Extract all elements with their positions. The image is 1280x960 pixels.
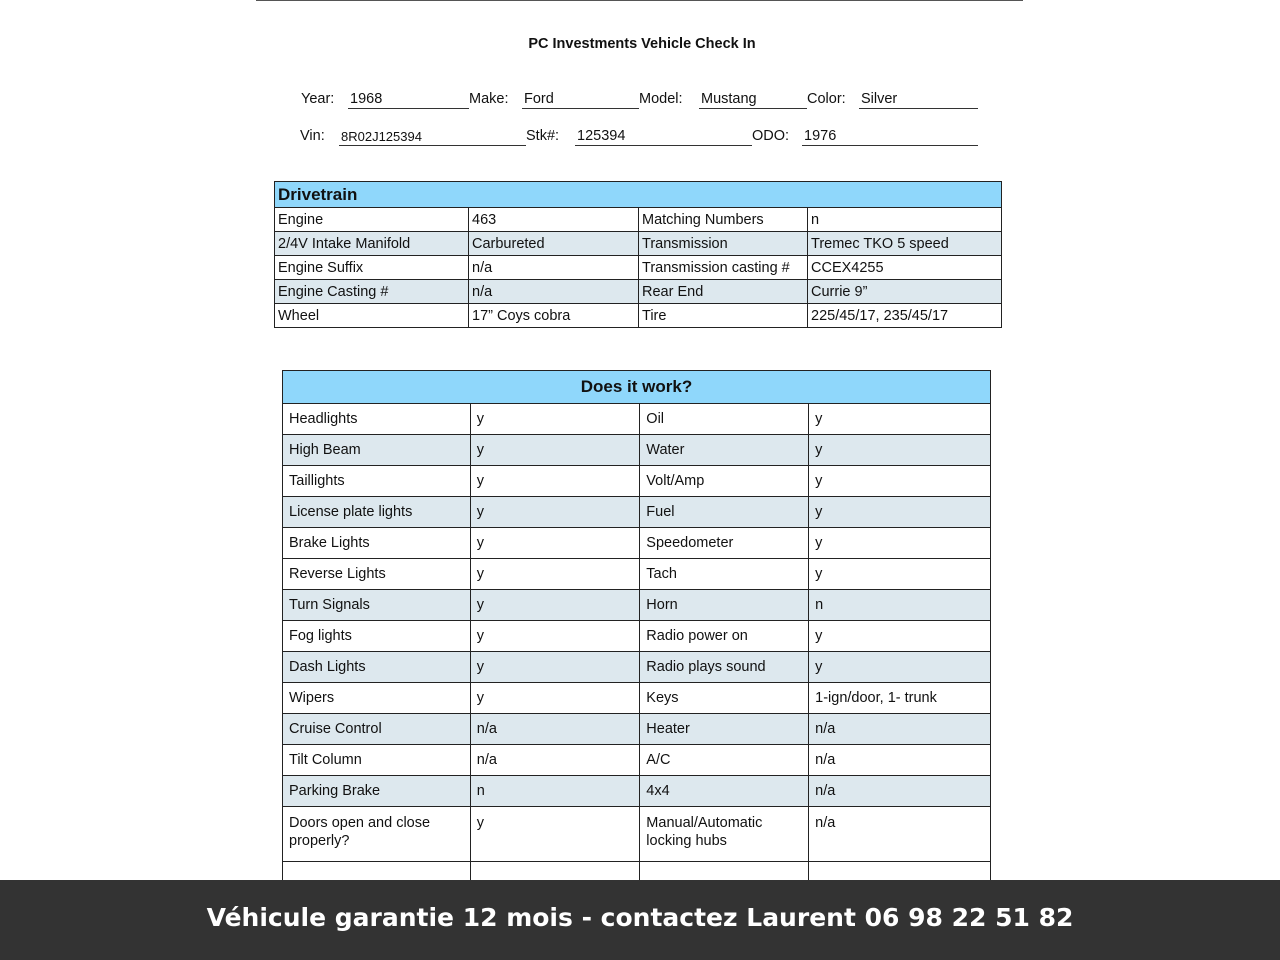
table-cell: n/a <box>809 714 991 745</box>
table-row <box>283 745 991 776</box>
table-cell: Keys <box>640 683 809 714</box>
table-cell: n/a <box>469 256 639 280</box>
color-label: Color: <box>807 91 846 107</box>
table-cell: Wheel <box>275 304 469 328</box>
table-cell: Brake Lights <box>283 528 471 559</box>
table-cell: Rear End <box>639 280 808 304</box>
table-row <box>283 528 991 559</box>
table-row <box>283 714 991 745</box>
table-cell: 1-ign/door, 1- trunk <box>809 683 991 714</box>
table-cell: Transmission casting # <box>639 256 808 280</box>
table-cell: y <box>809 435 991 466</box>
table-cell: Headlights <box>283 404 471 435</box>
table-cell: n/a <box>809 807 991 862</box>
table-row <box>275 280 1002 304</box>
table-cell: Horn <box>640 590 809 621</box>
stk-label: Stk#: <box>526 128 560 144</box>
table-cell: Tilt Column <box>283 745 471 776</box>
table-cell: Transmission <box>639 232 808 256</box>
table-cell: Tire <box>639 304 808 328</box>
table-cell: n/a <box>809 745 991 776</box>
does-it-work-heading: Does it work? <box>283 371 991 404</box>
table-cell: 17” Coys cobra <box>469 304 639 328</box>
table-cell: y <box>809 621 991 652</box>
table-cell: Radio plays sound <box>640 652 809 683</box>
table-cell: y <box>470 466 640 497</box>
table-cell: 463 <box>469 208 639 232</box>
table-row <box>283 807 991 862</box>
table-cell: Reverse Lights <box>283 559 471 590</box>
year-label: Year: <box>301 91 335 107</box>
table-cell: 4x4 <box>640 776 809 807</box>
table-cell: y <box>470 807 640 862</box>
table-cell: Parking Brake <box>283 776 471 807</box>
drivetrain-header-row <box>275 182 1002 208</box>
does-it-work-table <box>282 370 991 893</box>
table-cell: Fuel <box>640 497 809 528</box>
table-cell: y <box>470 652 640 683</box>
table-row <box>275 304 1002 328</box>
warranty-banner: Véhicule garantie 12 mois - contactez Laurent 06 98 22 51 82 <box>0 880 1280 960</box>
table-cell: Doors open and close properly? <box>283 807 471 862</box>
table-cell: Manual/Automatic locking hubs <box>640 807 809 862</box>
table-cell: y <box>470 559 640 590</box>
vin-label: Vin: <box>300 128 325 144</box>
drivetrain-heading: Drivetrain <box>275 182 1002 208</box>
table-cell: n <box>809 590 991 621</box>
table-cell: Currie 9” <box>808 280 1002 304</box>
table-cell: y <box>470 497 640 528</box>
does-it-work-header-row <box>283 371 991 404</box>
table-cell: y <box>809 652 991 683</box>
vin-value: 8R02J125394 <box>339 128 526 146</box>
table-cell: A/C <box>640 745 809 776</box>
document-title: PC Investments Vehicle Check In <box>528 36 756 52</box>
stk-value: 125394 <box>575 128 752 146</box>
table-cell: Carbureted <box>469 232 639 256</box>
table-cell: Radio power on <box>640 621 809 652</box>
table-row <box>283 652 991 683</box>
table-cell: Wipers <box>283 683 471 714</box>
table-row <box>283 497 991 528</box>
odo-value: 1976 <box>802 128 978 146</box>
make-value: Ford <box>522 91 639 109</box>
table-cell: y <box>809 559 991 590</box>
table-row <box>283 559 991 590</box>
table-cell: Dash Lights <box>283 652 471 683</box>
table-cell: n/a <box>470 745 640 776</box>
table-row <box>283 683 991 714</box>
table-row <box>275 208 1002 232</box>
table-cell: 225/45/17, 235/45/17 <box>808 304 1002 328</box>
table-cell: y <box>470 528 640 559</box>
table-row <box>283 590 991 621</box>
table-cell: Water <box>640 435 809 466</box>
top-rule <box>256 0 1023 1</box>
table-row <box>283 435 991 466</box>
table-cell: 2/4V Intake Manifold <box>275 232 469 256</box>
model-label: Model: <box>639 91 683 107</box>
table-row <box>275 232 1002 256</box>
drivetrain-table <box>274 181 1002 328</box>
table-cell: Cruise Control <box>283 714 471 745</box>
table-cell: Engine Suffix <box>275 256 469 280</box>
table-cell: Heater <box>640 714 809 745</box>
table-cell: n/a <box>470 714 640 745</box>
table-cell: Engine Casting # <box>275 280 469 304</box>
table-cell: y <box>809 466 991 497</box>
table-cell: y <box>809 404 991 435</box>
table-cell: Oil <box>640 404 809 435</box>
table-cell: Engine <box>275 208 469 232</box>
table-cell: High Beam <box>283 435 471 466</box>
color-value: Silver <box>859 91 978 109</box>
table-cell: Tach <box>640 559 809 590</box>
table-cell: Matching Numbers <box>639 208 808 232</box>
table-cell: n <box>470 776 640 807</box>
table-cell: n/a <box>809 776 991 807</box>
table-cell: y <box>470 404 640 435</box>
table-cell: y <box>809 497 991 528</box>
table-cell: Fog lights <box>283 621 471 652</box>
table-row <box>283 621 991 652</box>
table-cell: CCEX4255 <box>808 256 1002 280</box>
table-cell: Tremec TKO 5 speed <box>808 232 1002 256</box>
table-cell: n <box>808 208 1002 232</box>
table-cell: Speedometer <box>640 528 809 559</box>
year-value: 1968 <box>348 91 469 109</box>
table-cell: y <box>470 435 640 466</box>
table-row <box>283 466 991 497</box>
table-cell: y <box>470 683 640 714</box>
table-row <box>283 404 991 435</box>
table-row <box>275 256 1002 280</box>
table-cell: n/a <box>469 280 639 304</box>
table-cell: y <box>470 590 640 621</box>
table-cell: License plate lights <box>283 497 471 528</box>
table-cell: y <box>809 528 991 559</box>
model-value: Mustang <box>699 91 807 109</box>
table-cell: y <box>470 621 640 652</box>
table-row <box>283 776 991 807</box>
odo-label: ODO: <box>752 128 790 144</box>
table-cell: Taillights <box>283 466 471 497</box>
table-cell: Volt/Amp <box>640 466 809 497</box>
make-label: Make: <box>469 91 509 107</box>
table-cell: Turn Signals <box>283 590 471 621</box>
